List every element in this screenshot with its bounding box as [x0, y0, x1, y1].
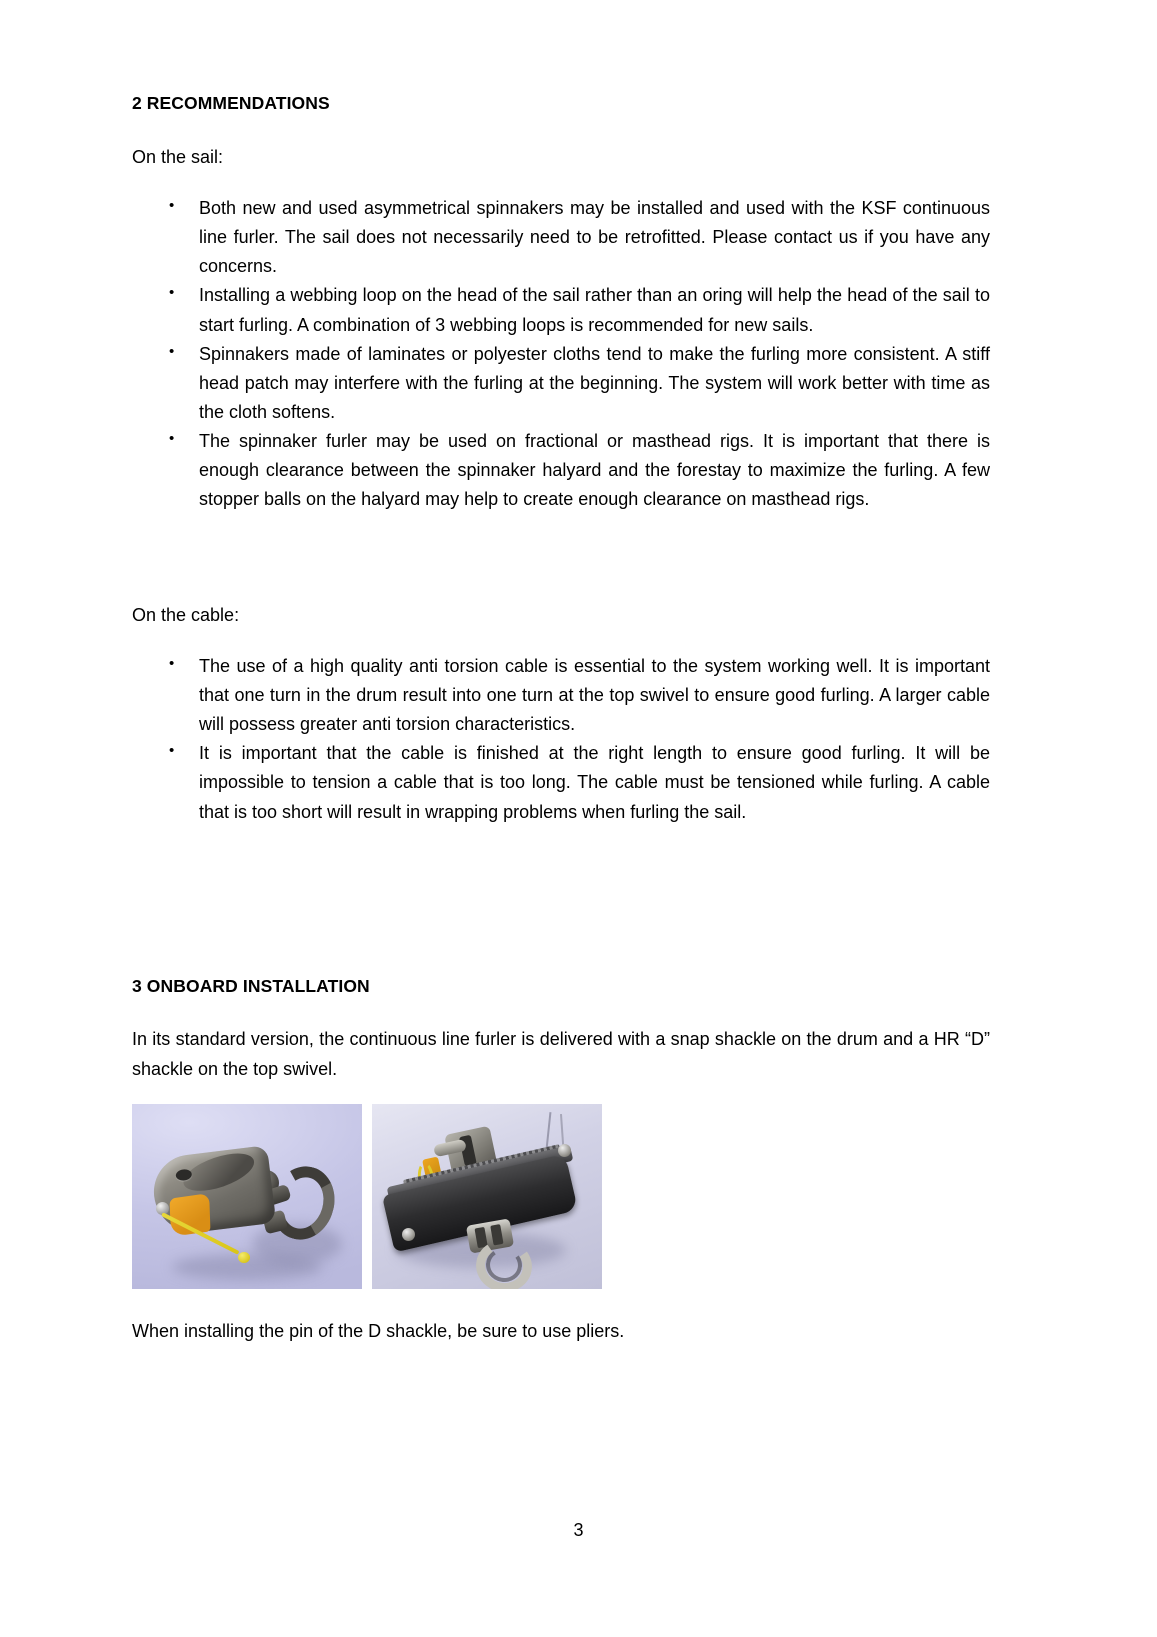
gap	[132, 630, 990, 652]
top-spacer-2	[132, 36, 990, 92]
top-spacer	[132, 0, 990, 36]
photo-top-swivel	[132, 1104, 362, 1289]
gap	[132, 115, 990, 143]
section-heading-onboard-installation: 3 ONBOARD INSTALLATION	[132, 975, 370, 996]
yellow-lanyard-knob	[238, 1252, 250, 1263]
section-heading-recommendations: 2 RECOMMENDATIONS	[132, 93, 330, 113]
bullet-icon: •	[169, 742, 175, 760]
list-item	[132, 281, 990, 339]
bullet-icon: •	[169, 284, 175, 302]
list-item-text: Spinnakers made of laminates or polyester cloths tend to make the furling more consistent. A stiff head patch may interfere with the furling at the beginning. The system will work better with time as the cloth softens.	[199, 343, 990, 422]
list-item-text: It is important that the cable is finished at the right length to ensure good furling. It will be impossible to tension a cable that is too long. The cable must be tensioned while furling. A cable that is too short will result in wrapping problems when furling the sail.	[199, 743, 990, 822]
page-number: 3	[573, 1520, 584, 1540]
bullet-icon: •	[169, 430, 175, 448]
list-item	[132, 427, 990, 514]
bullet-icon: •	[169, 196, 175, 214]
cable-recommendations-list	[132, 652, 990, 827]
bullet-icon: •	[169, 342, 175, 360]
list-item	[132, 739, 990, 826]
photo-drum-snap-shackle	[372, 1104, 602, 1289]
list-item	[132, 652, 990, 739]
intro-on-the-sail: On the sail:	[132, 146, 224, 167]
bullet-icon: •	[169, 654, 175, 672]
sail-recommendations-list	[132, 194, 990, 515]
gap	[132, 172, 990, 194]
gap-between-blocks	[132, 515, 990, 601]
page-content	[132, 0, 990, 1346]
gap	[132, 997, 990, 1025]
gap-before-section-3	[132, 827, 990, 975]
list-item-text: The spinnaker furler may be used on fractional or masthead rigs. It is important that there is enough clearance between the spinnaker halyard and the forestay to maximize the furling. A few stopper balls on the halyard may help to create enough clearance on masthead rigs.	[199, 431, 990, 510]
figure-row	[132, 1104, 990, 1289]
list-item-text: Both new and used asymmetrical spinnakers may be installed and used with the KSF continuous line furler. The sail does not necessarily need to be retrofitted. Please contact us if you have any concerns.	[199, 197, 990, 277]
gap	[132, 1289, 990, 1317]
drum-stud	[558, 1144, 571, 1157]
intro-on-the-cable: On the cable:	[132, 604, 240, 625]
paragraph-standard-version: In its standard version, the continuous line furler is delivered with a snap shackle on the drum and a HR “D” shackle on the top swivel.	[132, 1029, 990, 1079]
list-item-text: Installing a webbing loop on the head of the sail rather than an oring will help the head of the sail to start furling. A combination of 3 webbing loops is recommended for new sails.	[199, 285, 990, 335]
list-item-text: The use of a high quality anti torsion cable is essential to the system working well. It is important that one turn in the drum result into one turn at the top swivel to ensure good furling. A larger cable will possess greater anti torsion characteristics.	[199, 655, 990, 735]
drum-stud	[402, 1228, 415, 1241]
figure-caption-pliers: When installing the pin of the D shackle, be sure to use pliers.	[132, 1320, 625, 1341]
list-item	[132, 340, 990, 427]
list-item	[132, 194, 990, 281]
